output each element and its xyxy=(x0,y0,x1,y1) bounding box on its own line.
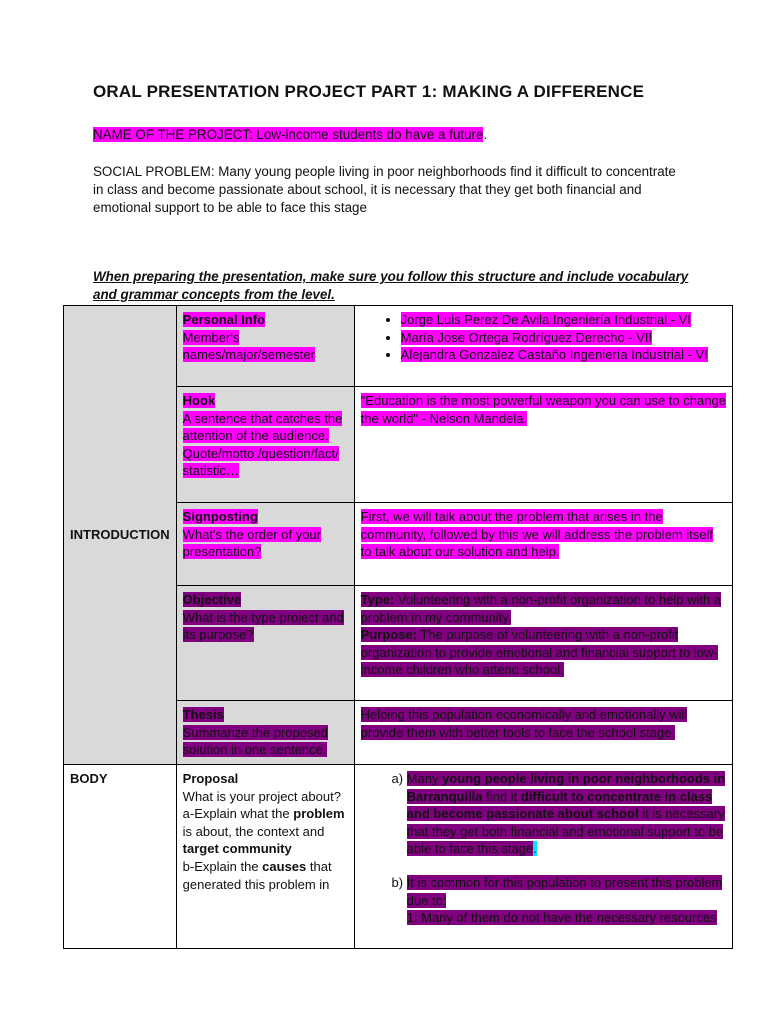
item-a-p3: it is necessary that they get both financial and emotional support to be able to face this stage xyxy=(406,806,725,857)
section-introduction xyxy=(64,306,177,765)
item-a-b2: difficult to concentrate in class and become passionate about school xyxy=(406,788,713,822)
project-name-period: . xyxy=(483,127,488,142)
proposal-item-b-text: It is common for this population to present this problem due to: xyxy=(406,874,723,908)
proposal-desc-3a: b-Explain the xyxy=(182,858,263,874)
content-thesis xyxy=(354,701,732,765)
item-a-p2: find it xyxy=(482,788,521,804)
proposal-desc-3c: that generated this problem in xyxy=(182,858,332,892)
objective-desc: What is the type project and its purpose? xyxy=(182,609,344,643)
thesis-desc: Summarize the proposed solution in one sentence. xyxy=(182,724,328,758)
label-personal-info xyxy=(176,306,354,387)
document-title: ORAL PRESENTATION PROJECT PART 1: MAKING A DIFFERENCE xyxy=(93,82,645,101)
member-2: María Jose Ortega Rodríguez Derecho - VII xyxy=(400,329,653,345)
personal-info-desc: Member's names/major/semester xyxy=(182,329,315,363)
content-hook xyxy=(354,387,732,503)
section-body-label: BODY xyxy=(70,771,108,786)
proposal-desc-2a: a-Explain what the xyxy=(182,806,294,822)
member-item xyxy=(401,311,726,329)
objective-type-label: Type: xyxy=(360,592,395,607)
signposting-title: Signposting xyxy=(182,509,258,524)
objective-title: Objective xyxy=(182,592,242,607)
proposal-desc-3b: causes xyxy=(262,858,307,874)
thesis-title: Thesis xyxy=(182,707,224,722)
objective-purpose-label: Purpose: xyxy=(360,627,418,643)
label-objective xyxy=(176,586,354,701)
item-a-b1: young people living in poor neighborhoods in Barranquilla xyxy=(406,771,726,804)
content-objective xyxy=(354,586,732,701)
member-1: Jorge Luis Perez De Avila Ingeniería Industrial - VI xyxy=(400,312,691,327)
proposal-desc-2d: target community xyxy=(182,841,292,857)
proposal-desc-2 xyxy=(183,806,345,856)
objective-purpose-text: The purpose of volunteering with a non-profit organization to provide emotional and financial support to low-income children who attend school. xyxy=(360,627,718,678)
proposal-item-b xyxy=(407,874,726,927)
objective-purpose xyxy=(361,627,718,677)
member-3: Alejandra Gonzalez Castaño Ingeniería Industrial - VI xyxy=(400,347,708,363)
social-problem: SOCIAL PROBLEM: Many young people living in poor neighborhoods find it difficult to concentrate in class and become passionate about school, it is necessary that they get both financial and emotional support to be able to face this stage xyxy=(93,164,676,215)
member-item xyxy=(401,329,726,347)
proposal-item-a xyxy=(407,770,726,858)
proposal-title: Proposal xyxy=(182,771,239,786)
section-introduction-label: INTRODUCTION xyxy=(70,527,170,543)
item-a-p1: Many xyxy=(406,771,443,786)
proposal-desc-3 xyxy=(183,859,332,892)
proposal-item-a-text xyxy=(407,771,726,856)
content-signposting xyxy=(354,503,732,586)
hook-title: Hook xyxy=(182,393,216,408)
members-list xyxy=(361,311,726,364)
content-proposal xyxy=(354,765,732,949)
label-hook xyxy=(176,387,354,503)
project-name-text: NAME OF THE PROJECT: Low-income students do have a future xyxy=(93,127,484,142)
signposting-text: First, we will talk about the problem that arises in the community, followed by this we will address the problem itself to talk about our solution and help. xyxy=(360,509,714,560)
objective-type-text: Volunteering with a non-profit organization to help with a problem in my community. xyxy=(360,592,722,625)
proposal-list xyxy=(361,770,726,927)
project-name xyxy=(93,126,487,144)
item-a-end: . xyxy=(533,841,537,857)
section-body xyxy=(64,765,177,949)
instruction-text: When preparing the presentation, make sure you follow this structure and include vocabulary and grammar concepts from the level. xyxy=(93,269,689,302)
table-row-body xyxy=(64,765,733,949)
signposting-desc: What's the order of your presentation? xyxy=(182,526,321,560)
table-row-personal-info xyxy=(64,306,733,387)
member-item xyxy=(401,346,726,364)
label-thesis xyxy=(176,701,354,765)
proposal-desc-1: What is your project about? xyxy=(182,788,341,804)
proposal-desc-2c: is about, the context and xyxy=(182,823,325,839)
hook-desc: A sentence that catches the attention of the audience. Quote/motto /question/fact/ statistic… xyxy=(182,410,343,479)
proposal-desc-2b: problem xyxy=(293,806,345,822)
presentation-structure-table xyxy=(63,305,733,949)
label-signposting xyxy=(176,503,354,586)
label-proposal xyxy=(176,765,354,949)
hook-quote: "Education is the most powerful weapon you can use to change the world" - Nelson Mandela. xyxy=(360,393,726,426)
content-personal-info xyxy=(354,306,732,387)
objective-type xyxy=(361,592,721,625)
personal-info-title: Personal Info xyxy=(182,312,266,327)
proposal-item-b-cause-1: 1. Many of them do not have the necessary resources xyxy=(406,910,717,926)
thesis-text: Helping this population economically and emotionally will provide them with better tools to face the school stage. xyxy=(360,707,688,740)
